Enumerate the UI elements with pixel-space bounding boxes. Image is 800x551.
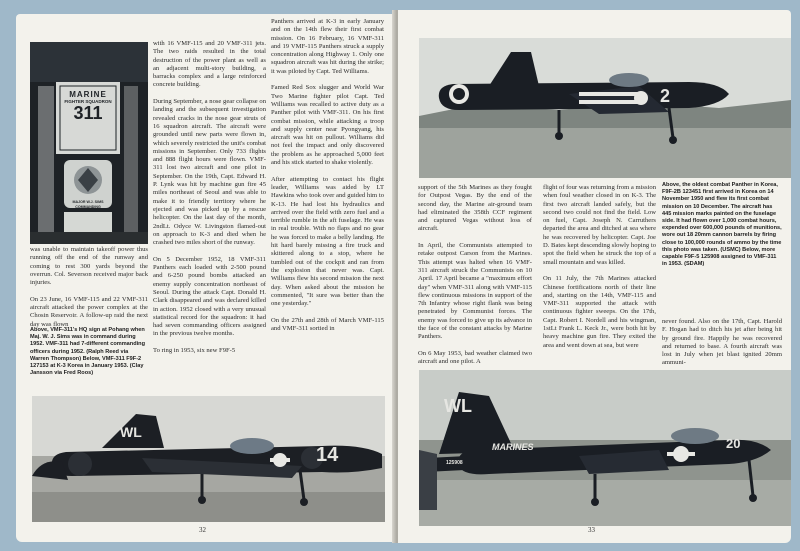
f9f5-tail-code: WL: [444, 396, 472, 416]
f9f5-modex: 20: [726, 436, 741, 451]
left-page-number: 32: [199, 526, 206, 534]
left-col1-text: was unable to maintain takeoff power thus running off the end of the runway and coming to rest 300 yards beyond the overrun. Col. Severson received major back injuries. On 23 June, 16 VMF-115 and 22 VMF-311 aircraft attacked the power complex at the Chosin Reservoir. A follow-up raid the next day was flown: [30, 246, 148, 328]
right-page: [398, 10, 791, 543]
hq-sign-text: [56, 90, 120, 122]
f9f2b-modex: 2: [660, 86, 671, 106]
f9f2b-photo: [419, 38, 791, 178]
left-page: [16, 14, 396, 542]
sign-number: 311: [73, 103, 103, 123]
right-col2-text: flight of four was returning from a mission when foul weather closed in on K-3. The first two aircraft landed safely, but the second two could not find the field. Low on fuel, Capt. Joseph N. Carruthers departed the area and ditched at sea where he was recovered by helicopter. Capt. Joe D. Bates kept descending slowly hoping to spot the field when he struck the top of a small mountain and was killed. On 11 July, the 7th Marines attacked Chinese fortifications north of their line and, starting on the 14th, VMF-115 and VMF-311 supported the attack with continuous fighter sweeps. On the 17th, Capt. Robert I. Nordell and his wingman, 1stLt Frank L. Keck Jr., were both hit by heavy machine gun fire. They exited the area and went down at sea, but were: [543, 184, 656, 349]
sign-foot-line2: COMMANDING: [75, 204, 101, 209]
sign-line2: FIGHTER SQUADRON: [64, 99, 112, 104]
left-col2-text: with 16 VMF-115 and 20 VMF-311 jets. The two raids resulted in the total destruction of the power plant as well as an adjacent multi-story building, a barracks complex and a large reinforced concrete building. During September, a nose gear collapse on landing and the subsequent investigation revealed cracks in the nose gear struts of 16 squadron aircraft. The aircraft were grounded until new parts were flown in, which severely restricted the unit's combat missions in September. Only 733 flights and 888 flight hours were flown. VMF-311 lost two aircraft and one pilot in September. On the 19th, Capt. Edward H. P. Lynk was hit by machine gun fire 45 miles northeast of Seoul and was able to make it to friendly territory where he ejected and was picked up by a rescue helicopter. On the last day of the month, 2ndLt. Odyce W. Livingston flamed-out on approach to K-3 and died when he crashed two miles short of the runway. On 5 December 1952, 18 VMF-311 Panthers each loaded with 2-500 pound and 6-250 pound bombs attacked an enemy supply concentration northeast of Seoul. During the attack Capt. Donald H. Clark disappeared and was declared killed in action. 1952 closed with a very unusual statistical record for the squadron: it had had seven commanding officers assigned in the previous twelve months. To ring in 1953, six new F9F-5: [153, 40, 266, 354]
right-top-caption: Above, the oldest combat Panther in Korea, F9F-2B 123451 first arrived in Korea on 14 November 1950 and flew its first combat mission on 10 December. The aircraft has 445 mission marks painted on the fuselage side. It had flown over 1,000 combat hours, expended over 600,000 pounds of munitions, wore out 18 20mm cannon barrels by firing close to 100,000 rounds of ammo by the time this photo was taken. (USMC) Below, more capable F9F-5 125908 assigned to VMF-311 in 1953. (SDAM): [662, 182, 782, 268]
f9f2-tail-code: WL: [120, 424, 142, 440]
hq-sign-photo: [30, 42, 148, 244]
right-col3-text: never found. Also on the 17th, Capt. Harold F. Hogan had to ditch his jet after being hit by ground fire. Happily he was recovered and returned to base. A fourth aircraft was lost in July when jet blast ignited 20mm ammuni-: [662, 318, 782, 367]
sign-foot-line1: MAJOR W.J. SIMS: [72, 200, 104, 204]
right-page-number: 33: [588, 526, 595, 534]
f9f5-fuselage-text: MARINES: [492, 442, 534, 452]
sign-foot: [64, 200, 112, 209]
sign-line1: MARINE: [69, 90, 107, 99]
right-col1-text: support of the 5th Marines as they fought for Outpost Vegas. By the end of the second day, the Marine air-ground team had eliminated the 358th CCF regiment and captured Vegas without loss of aircraft. In April, the Communists attempted to retake outpost Carson from the Marines. This attempt was halted when 16 VMF-311 aircraft struck the Communists on 10 April. 17 April became a "maximum effort day" when VMF-311 along with VMF-115 flew continuous missions in support of the 7th Infantry whose right flank was being penetrated by Communist forces. The enemy was forced to give up its advance in the face of the constant attacks by Marine Panthers. On 6 May 1953, bad weather claimed two aircraft and one pilot. A: [418, 184, 532, 366]
left-col3-text: Panthers arrived at K-3 in early January and on the 14th flew their first combat mission. On 16 February, 16 VMF-311 and 19 VMF-115 Panthers struck a supply concentration along Highway 1. Only one squadron aircraft was hit during the strike; it was piloted by Capt. Ted Williams. Famed Red Sox slugger and World War Two Marine fighter pilot Capt. Ted Williams was recalled to active duty as a Panther pilot with VMF-311. On his first combat mission, while attacking a troop and supply center near Pyongyang, his aircraft was hit on pullout. Williams did not feel the impact and only discovered the problem as he approached 5,000 feet and his stick started to shake violently. After attempting to contact his flight leader, Williams was aided by LT Hawkins who took over and guided him to K-13. He had lost his hydraulics and arrived over the field with zero fuel and a terrible rumble in the aft fuselage. He was in real trouble. With no flaps and no gear he was forced to make a belly landing. He hit hard barely missing a fire truck and skittered along to a stop, where he tumbled out of the cockpit and ran from the explosion that never was. Capt. Williams flew his second mission the next day. When asked about the mission he commented, "It sure was better than the one yesterday." On the 27th and 28th of March VMF-115 and VMF-311 sortied in: [271, 18, 384, 332]
f9f5-tail-number: 125908: [446, 460, 463, 466]
f9f2-modex: 14: [316, 444, 339, 466]
left-caption: Above, VMF-311's HQ sign at Pohang when Maj. W. J. Sims was in command during 1952. VMF-311 had 7-different commanding officers during 1952. (Ralph Reed via Warren Thompson) Below, VMF-311 F9F-2 127153 at K-3 Korea in January 1953. (Clay Jansson via Fred Roos): [30, 327, 146, 377]
